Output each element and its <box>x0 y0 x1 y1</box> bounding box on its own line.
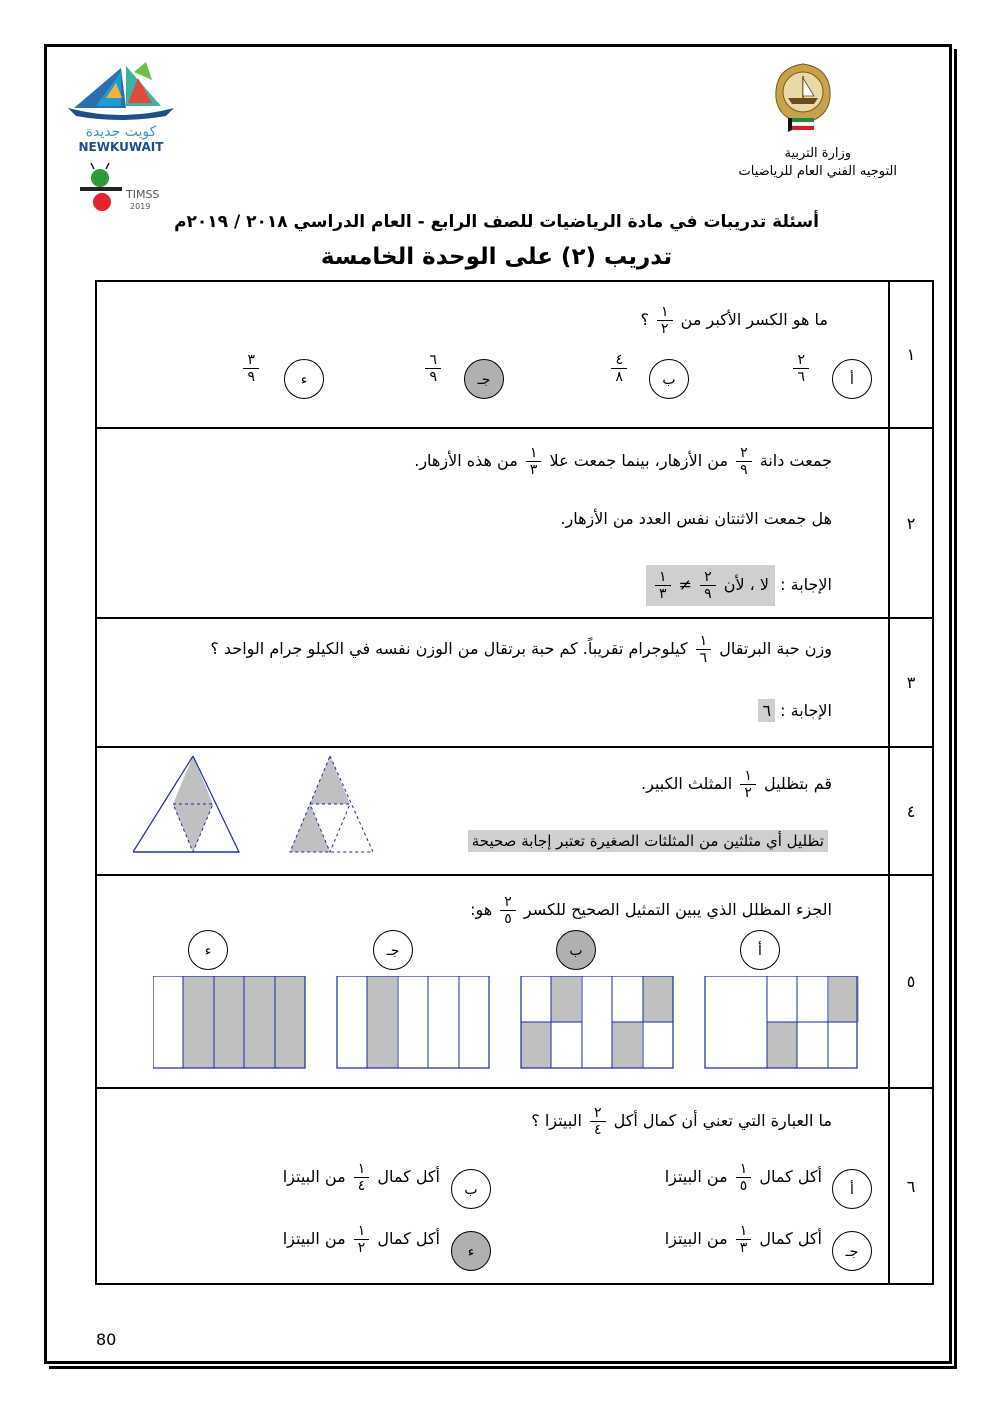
fraction <box>736 445 752 478</box>
option-text-pre: أكل كمال <box>377 1167 440 1186</box>
not-equal-sign: ≠ <box>678 575 692 594</box>
timss-figure-icon <box>78 160 128 220</box>
question-body <box>96 281 889 428</box>
q3-text-a: وزن حبة البرتقال <box>719 639 832 658</box>
option-d-text <box>283 1223 440 1256</box>
ministry-name: وزارة التربية <box>784 146 852 161</box>
denominator: ٣ <box>658 586 667 602</box>
denominator: ٣ <box>529 462 538 478</box>
question-body <box>96 618 889 747</box>
numerator: ١ <box>740 768 756 785</box>
option-a-circle[interactable]: أ <box>832 359 872 399</box>
q5-text-b: هو: <box>470 900 493 919</box>
fraction <box>500 894 516 927</box>
answer-label: الإجابة : <box>780 701 832 720</box>
q4-text-b: المثلث الكبير. <box>641 774 733 793</box>
denominator: ٣ <box>739 1240 748 1256</box>
sailboat-icon <box>66 58 176 120</box>
denominator: ٤ <box>357 1178 366 1194</box>
question-number: ١ <box>889 281 933 428</box>
fraction <box>655 569 671 602</box>
q1-text-before: ما هو الكسر الأكبر من <box>680 310 828 329</box>
grid-option-c <box>337 976 489 1068</box>
denominator: ٥ <box>739 1178 748 1194</box>
option-text-pre: أكل كمال <box>759 1229 822 1248</box>
question-1-text <box>640 304 828 337</box>
numerator: ١ <box>354 1161 370 1178</box>
option-a-fraction <box>790 352 812 385</box>
question-2-line1 <box>414 445 832 478</box>
option-text-pre: أكل كمال <box>759 1167 822 1186</box>
denominator: ٩ <box>247 369 255 385</box>
denominator: ٤ <box>594 1122 602 1138</box>
answer-note: تظليل أي مثلثين من المثلثات الصغيرة تعتبر إجابة صحيحة <box>468 830 828 852</box>
timss-year: 2019 <box>130 202 151 211</box>
option-b-text <box>283 1161 440 1194</box>
q6-text-a: ما العبارة التي تعني أن كمال أكل <box>613 1111 832 1130</box>
grid-option-d <box>153 976 305 1068</box>
option-d-fraction <box>240 352 262 385</box>
numerator: ٢ <box>590 1105 606 1122</box>
denominator: ٢ <box>661 321 669 337</box>
fraction <box>696 633 712 666</box>
option-c-fraction <box>422 352 444 385</box>
option-b-fraction <box>608 352 630 385</box>
question-row <box>96 875 933 1088</box>
option-c-text <box>665 1223 822 1256</box>
numerator: ١ <box>736 1223 752 1240</box>
numerator: ١ <box>736 1161 752 1178</box>
question-number: ٣ <box>889 618 933 747</box>
numerator: ٤ <box>611 352 627 369</box>
option-c-circle[interactable]: جـ <box>373 930 413 970</box>
answer-label: الإجابة : <box>780 575 832 594</box>
answer-highlight <box>646 565 775 606</box>
fraction <box>740 768 756 801</box>
question-body <box>96 428 889 618</box>
numerator: ٣ <box>243 352 259 369</box>
option-b-circle[interactable]: ب <box>649 359 689 399</box>
fraction <box>736 1161 752 1194</box>
option-text-post: من البيتزا <box>664 1167 728 1186</box>
question-6-text <box>531 1105 832 1138</box>
questions-table <box>95 280 934 1285</box>
denominator: ٦ <box>699 650 708 666</box>
timss-logo <box>78 160 168 220</box>
option-text-post: من البيتزا <box>282 1229 346 1248</box>
question-2-answer <box>646 565 832 606</box>
fraction <box>590 1105 606 1138</box>
numerator: ١ <box>655 569 671 586</box>
fraction <box>700 569 716 602</box>
worksheet-title: أسئلة تدريبات في مادة الرياضيات للصف الرابع - العام الدراسي ٢٠١٨ / ٢٠١٩م <box>174 212 819 232</box>
fraction <box>736 1223 752 1256</box>
fraction <box>354 1223 370 1256</box>
option-b-circle[interactable]: ب <box>451 1169 491 1209</box>
numerator: ٢ <box>793 352 809 369</box>
answer-value: ٦ <box>758 699 775 722</box>
denominator: ٢ <box>357 1240 366 1256</box>
page-number: 80 <box>96 1330 117 1349</box>
fraction-grids <box>153 976 859 1070</box>
timss-text: TIMSS <box>126 188 160 201</box>
fraction <box>657 304 673 337</box>
option-a-circle[interactable]: أ <box>832 1169 872 1209</box>
option-text-post: من البيتزا <box>282 1167 346 1186</box>
question-3-text <box>210 633 832 666</box>
question-2-line2: هل جمعت الاثنتان نفس العدد من الأزهار. <box>560 509 832 528</box>
department-name: التوجيه الفني العام للرياضيات <box>738 164 897 179</box>
question-body <box>96 875 889 1088</box>
question-3-answer <box>758 701 832 720</box>
logo-text-english: NEWKUWAIT <box>78 140 164 154</box>
numerator: ٢ <box>500 894 516 911</box>
denominator: ٨ <box>615 369 623 385</box>
triangle-left-answer <box>133 756 239 852</box>
denominator: ٩ <box>429 369 437 385</box>
q4-text-a: قم بتظليل <box>763 774 832 793</box>
denominator: ٩ <box>704 586 712 602</box>
question-number: ٤ <box>889 747 933 875</box>
logo-text-arabic: كويت جديدة <box>85 124 157 140</box>
option-a-text <box>665 1161 822 1194</box>
numerator: ١ <box>354 1223 370 1240</box>
denominator: ٢ <box>744 785 752 801</box>
q2-text-c: من هذه الأزهار. <box>414 451 518 470</box>
question-number: ٢ <box>889 428 933 618</box>
q2-text-b: من الأزهار، بينما جمعت علا <box>549 451 729 470</box>
triangle-diagrams <box>133 756 383 856</box>
q2-text-a: جمعت دانة <box>759 451 832 470</box>
option-d-circle[interactable]: ء <box>188 930 228 970</box>
fraction <box>354 1161 370 1194</box>
q3-text-b: كيلوجرام تقريباً. كم حبة برتقال من الوزن نفسه في الكيلو جرام الواحد ؟ <box>210 639 688 658</box>
triangle-right-answer <box>290 756 373 852</box>
numerator: ٢ <box>700 569 716 586</box>
question-body <box>96 747 889 875</box>
fraction <box>526 445 542 478</box>
q6-text-b: البيتزا ؟ <box>531 1111 582 1130</box>
numerator: ٢ <box>736 445 752 462</box>
option-c-circle[interactable]: جـ <box>832 1231 872 1271</box>
question-row <box>96 747 933 875</box>
q5-text-a: الجزء المظلل الذي يبين التمثيل الصحيح للكسر <box>523 900 832 919</box>
denominator: ٦ <box>797 369 805 385</box>
question-row <box>96 1088 933 1284</box>
grid-option-a <box>705 976 859 1068</box>
option-c-circle-selected[interactable]: جـ <box>464 359 504 399</box>
emblem-icon <box>770 58 836 142</box>
question-row <box>96 618 933 747</box>
option-d-circle[interactable]: ء <box>284 359 324 399</box>
numerator: ٦ <box>425 352 441 369</box>
answer-text: لا ، لأن <box>723 575 770 594</box>
question-5-text <box>470 894 832 927</box>
worksheet-subtitle: تدريب (٢) على الوحدة الخامسة <box>320 244 673 270</box>
ministry-header <box>739 145 897 181</box>
new-kuwait-logo <box>66 58 176 153</box>
question-4-text <box>641 768 832 801</box>
question-number: ٥ <box>889 875 933 1088</box>
option-b-circle-selected[interactable]: ب <box>556 930 596 970</box>
option-d-circle-selected[interactable]: ء <box>451 1231 491 1271</box>
q1-text-after: ؟ <box>640 310 649 329</box>
option-a-circle[interactable]: أ <box>740 930 780 970</box>
question-row <box>96 281 933 428</box>
question-number: ٦ <box>889 1088 933 1284</box>
grid-option-b <box>521 976 673 1068</box>
option-text-post: من البيتزا <box>664 1229 728 1248</box>
numerator: ١ <box>526 445 542 462</box>
question-row <box>96 428 933 618</box>
option-text-pre: أكل كمال <box>377 1229 440 1248</box>
kuwait-emblem <box>770 58 836 142</box>
question-body <box>96 1088 889 1284</box>
numerator: ١ <box>696 633 712 650</box>
denominator: ٩ <box>740 462 748 478</box>
denominator: ٥ <box>504 911 512 927</box>
numerator: ١ <box>657 304 673 321</box>
